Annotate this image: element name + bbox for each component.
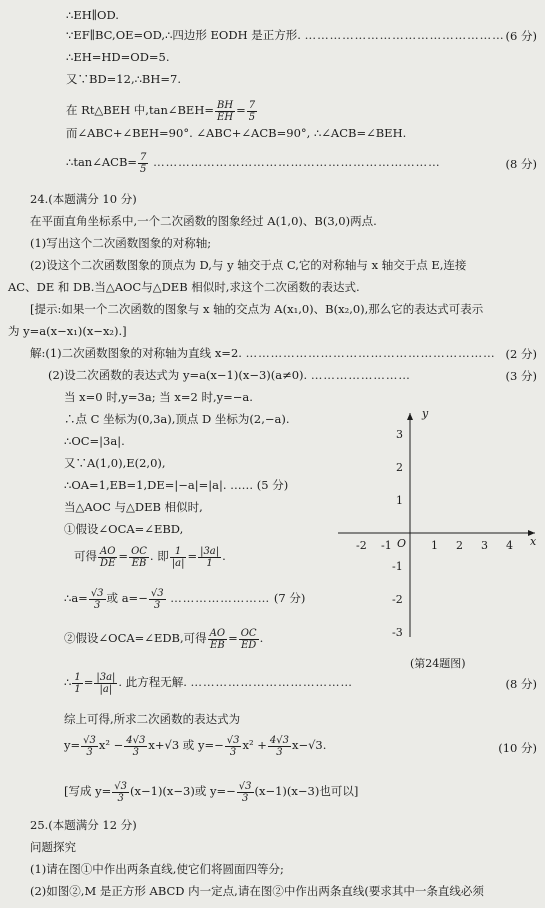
numerator: √3 (238, 780, 252, 792)
origin-label: O (397, 537, 407, 550)
line-bd-bh: 又∵BD=12,∴BH=7. (66, 72, 181, 86)
final-expressions (64, 728, 326, 762)
fraction-1-abs-a (170, 546, 187, 569)
q24-statement: 在平面直角坐标系中,一个二次函数的图象经过 A(1,0)、B(3,0)两点. (30, 214, 377, 228)
coordinate-graph (330, 405, 545, 690)
denominator: 3 (229, 746, 237, 758)
alternative-form (64, 774, 358, 808)
equals: = (228, 631, 238, 645)
text: (x−1)(x−3)或 y=− (130, 784, 236, 798)
fraction-bh-eh (215, 100, 235, 123)
numerator: 4√3 (126, 734, 146, 746)
fraction-sqrt3-3 (89, 588, 106, 611)
text: y= (64, 738, 81, 752)
denominator: 5 (248, 111, 256, 123)
denominator: 1 (206, 557, 213, 569)
leader-dots: ………………………………………… (304, 28, 505, 42)
leader-dots: …………………… (170, 591, 271, 605)
question-24-heading: 24.(本题满分 10 分) (30, 192, 137, 206)
numerator: BH (217, 99, 234, 111)
x-tick-label: 3 (481, 539, 488, 552)
numerator: √3 (150, 587, 164, 599)
x-tick-label: -2 (356, 539, 367, 552)
denominator: EH (217, 111, 234, 123)
line-eh-hd-od: ∴EH=HD=OD=5. (66, 50, 170, 64)
numerator: OC (240, 627, 257, 639)
numerator: 1 (170, 546, 187, 558)
equals: = (83, 675, 94, 689)
equals: = (118, 549, 129, 563)
denominator: |a| (99, 683, 113, 695)
line-tan-beh (66, 96, 258, 124)
x-tick-label: 2 (456, 539, 463, 552)
fraction-abs-3a-1 (198, 546, 221, 569)
y-tick-label: -1 (392, 560, 403, 573)
q25-part2: (2)如图②,M 是正方形 ABCD 内一定点,请在图②中作出两条直线(要求其中一条直线必须 (30, 884, 484, 898)
text: x+√3 或 y=− (148, 738, 224, 752)
case-2-assumption (64, 624, 263, 652)
text: ∴a= (64, 591, 88, 605)
line-eh-parallel-od: ∴EH∥OD. (66, 8, 119, 22)
q24-hint-line1: [提示:如果一个二次函数的图象与 x 轴的交点为 A(x₁,0)、B(x₂,0),那么它的表达式可表示 (30, 302, 484, 316)
leader-dots: ………………………………… (190, 675, 354, 689)
solution-values: 当 x=0 时,y=3a; 当 x=2 时,y=−a. (64, 390, 253, 404)
fraction-abs-3a-abs-a (94, 672, 117, 695)
text: 解:(1)二次函数图象的对称轴为直线 x=2. (30, 346, 242, 360)
solution-a-e: 又∵A(1,0),E(2,0), (64, 456, 166, 470)
numerator: 7 (248, 99, 256, 111)
text: (x−1)(x−3)也可以] (254, 784, 359, 798)
text: ∴OA=1,EB=1,DE=|−a|=|a|. (64, 478, 227, 492)
q24-part1: (1)写出这个二次函数图象的对称轴; (30, 236, 212, 250)
line-angle-sum: 而∠ABC+∠BEH=90°. ∠ABC+∠ACB=90°, ∴∠ACB=∠BEH. (66, 126, 407, 140)
x-tick-label: -1 (381, 539, 392, 552)
solution-similar: 当△AOC 与△DEB 相似时, (64, 500, 203, 514)
y-tick-label: -3 (392, 626, 403, 639)
y-axis-label: y (422, 407, 429, 420)
line-tan-acb (66, 148, 441, 176)
q24-hint-line2: 为 y=a(x−x₁)(x−x₂).] (8, 324, 127, 338)
text: . (222, 549, 226, 563)
x-tick-labels (356, 539, 513, 552)
solution-lengths (64, 478, 288, 492)
case-1-ratio (74, 542, 226, 570)
line-square-eodh (66, 28, 505, 42)
denominator: 1 (74, 683, 81, 695)
numerator: |3a| (200, 545, 220, 557)
denominator: 3 (86, 746, 93, 758)
fraction-7-5 (247, 100, 257, 123)
fraction-sqrt3-3 (149, 588, 166, 611)
denominator: 3 (154, 599, 161, 611)
denominator: EB (210, 639, 225, 651)
text: ∴ (64, 675, 72, 689)
leader-dots: …………………………………………………………… (153, 155, 441, 169)
fraction-oc-ed (239, 628, 259, 651)
conclusion-intro: 综上可得,所求二次函数的表达式为 (64, 712, 241, 726)
numerator: 7 (140, 151, 147, 163)
fraction-sqrt3-3 (225, 735, 242, 758)
numerator: 1 (74, 671, 81, 683)
denominator: |a| (171, 557, 185, 569)
text: x² − (98, 738, 124, 752)
numerator: AO (100, 545, 116, 557)
fraction-sqrt3-3 (237, 781, 254, 804)
y-tick-label: -2 (392, 593, 403, 606)
y-tick-label: 3 (396, 428, 403, 441)
solution-part2-setup (48, 368, 411, 382)
denominator: 3 (93, 599, 101, 611)
denominator: DE (100, 557, 116, 569)
fraction-1-1 (72, 672, 82, 695)
q25-part1: (1)请在图①中作出两条直线,使它们将圆面四等分; (30, 862, 284, 876)
text: 在 Rt△BEH 中,tan∠BEH= (66, 103, 214, 117)
text: x² + (242, 738, 267, 752)
q24-part2-line2: AC、DE 和 DB.当△AOC与△DEB 相似时,求这个二次函数的表达式. (8, 280, 360, 294)
x-axis-label: x (530, 535, 537, 548)
text: x−√3. (291, 738, 327, 752)
y-tick-label: 2 (396, 461, 403, 474)
solution-oc: ∴OC=|3a|. (64, 434, 125, 448)
question-25-heading: 25.(本题满分 12 分) (30, 818, 137, 832)
equals: = (187, 549, 198, 563)
leader-dots: …………………… (310, 368, 411, 382)
solution-part1 (30, 346, 496, 360)
score-6: (6 分) (505, 29, 537, 43)
equals: = (236, 103, 246, 117)
x-tick-label: 4 (506, 539, 513, 552)
denominator: EB (131, 557, 147, 569)
numerator: OC (131, 545, 147, 557)
y-axis-arrow (407, 413, 413, 420)
fraction-4sqrt3-3 (124, 735, 147, 758)
denominator: ED (241, 639, 257, 651)
leader-dots: …………………………………………………… (245, 346, 496, 360)
score-10: (10 分) (498, 741, 537, 755)
numerator: √3 (114, 780, 128, 792)
score-7: (7 分) (273, 591, 306, 605)
numerator: 4√3 (269, 734, 289, 746)
fraction-sqrt3-3 (112, 781, 129, 804)
denominator: 5 (140, 163, 147, 175)
score-5: …… (5 分) (230, 478, 289, 492)
score-8: (8 分) (505, 157, 537, 171)
q25-section-title: 问题探究 (30, 840, 76, 854)
text: . (259, 631, 264, 645)
fraction-7-5 (138, 152, 148, 175)
score-8b: (8 分) (505, 677, 537, 691)
numerator: √3 (90, 587, 104, 599)
numerator: √3 (226, 734, 240, 746)
score-2: (2 分) (505, 347, 537, 361)
fraction-oc-eb (129, 546, 149, 569)
denominator: 3 (132, 746, 139, 758)
case-2-result (64, 668, 353, 696)
text: ∵EF∥BC,OE=OD,∴四边形 EODH 是正方形. (66, 28, 301, 42)
fraction-sqrt3-3 (81, 735, 98, 758)
case-1-assumption: ①假设∠OCA=∠EBD, (64, 522, 184, 536)
text: [写成 y= (64, 784, 112, 798)
numerator: |3a| (96, 671, 116, 683)
denominator: 3 (276, 746, 283, 758)
text: (2)设二次函数的表达式为 y=a(x−1)(x−3)(a≠0). (48, 368, 308, 382)
figure-caption: (第24题图) (410, 657, 466, 670)
x-tick-label: 1 (431, 539, 438, 552)
fraction-ao-eb (208, 628, 227, 651)
solution-points: ∴点 C 坐标为(0,3a),顶点 D 坐标为(2,−a). (64, 412, 290, 426)
text: 或 a=− (106, 591, 148, 605)
text: 可得 (74, 549, 97, 563)
y-tick-label: 1 (396, 494, 403, 507)
text: . 此方程无解. (118, 675, 187, 689)
text: ∴tan∠ACB= (66, 155, 138, 169)
denominator: 3 (117, 792, 124, 804)
numerator: AO (209, 627, 226, 639)
case-1-result (64, 584, 305, 612)
numerator: √3 (83, 734, 96, 746)
score-3: (3 分) (505, 369, 537, 383)
fraction-4sqrt3-3 (268, 735, 291, 758)
q24-part2-line1: (2)设这个二次函数图象的顶点为 D,与 y 轴交于点 C,它的对称轴与 x 轴交于点 E,连接 (30, 258, 467, 272)
text: ②假设∠OCA=∠EDB,可得 (64, 631, 207, 645)
denominator: 3 (241, 792, 249, 804)
text: . 即 (149, 549, 169, 563)
fraction-ao-de (98, 546, 117, 569)
